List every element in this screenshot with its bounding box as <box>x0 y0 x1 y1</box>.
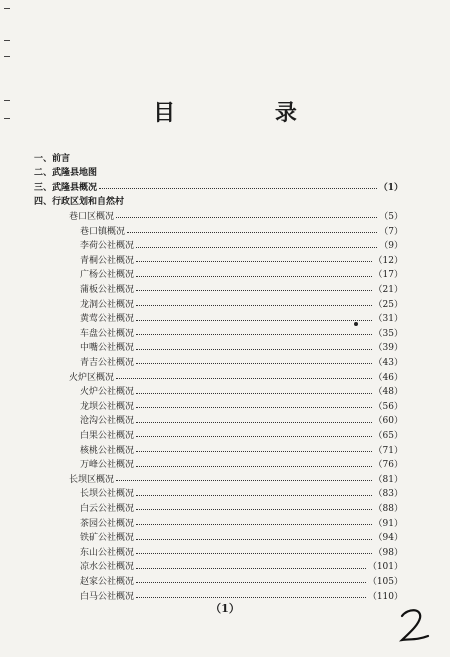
toc-entry-page: （48） <box>373 387 403 398</box>
toc-entry <box>80 500 403 514</box>
toc-entry-label: 四、行政区划和自然村 <box>34 197 125 208</box>
toc-entry-page: （9） <box>379 241 403 252</box>
toc-entry-label: 蒲板公社概况 <box>80 284 135 295</box>
toc-leader-dots <box>136 494 372 496</box>
page-title: 目 录 <box>153 100 343 126</box>
toc-entry-label: 龙洞公社概况 <box>80 299 135 310</box>
toc-entry-page: （35） <box>373 328 403 339</box>
toc-entry-page: （46） <box>373 372 403 383</box>
margin-mark <box>4 8 10 9</box>
toc-entry-page: （1） <box>378 182 403 193</box>
toc-entry <box>69 208 403 222</box>
toc-entry <box>34 194 403 208</box>
toc-entry-label: 巷口区概况 <box>69 211 115 222</box>
toc-entry-page: （91） <box>373 518 403 529</box>
toc-entry-page: （17） <box>373 270 403 281</box>
toc-leader-dots <box>116 377 372 379</box>
toc-entry <box>34 179 403 193</box>
toc-entry <box>34 165 403 179</box>
toc-entry <box>80 340 403 354</box>
toc-entry-page: （83） <box>373 489 403 500</box>
toc-leader-dots <box>136 304 372 306</box>
toc-entry-page: （12） <box>373 255 403 266</box>
toc-entry-label: 火炉公社概况 <box>80 387 135 398</box>
toc-entry <box>80 281 403 295</box>
toc-entry-label: 车盘公社概况 <box>80 328 135 339</box>
toc-entry <box>80 457 403 471</box>
toc-entry <box>80 559 403 573</box>
toc-entry-page: （76） <box>373 460 403 471</box>
toc-entry-label: 万峰公社概况 <box>80 460 135 471</box>
toc-leader-dots <box>136 319 372 321</box>
toc-entry-page: （98） <box>373 547 403 558</box>
toc-entry-label: 沧沟公社概况 <box>80 416 135 427</box>
toc-leader-dots <box>99 187 377 189</box>
toc-entry-label: 核桃公社概况 <box>80 445 135 456</box>
toc-entry-label: 广杨公社概况 <box>80 270 135 281</box>
toc-entry <box>80 530 403 544</box>
toc-entry <box>80 442 403 456</box>
toc-entry-label: 长坝区概况 <box>69 474 115 485</box>
toc-leader-dots <box>136 333 372 335</box>
toc-leader-dots <box>136 538 372 540</box>
toc-leader-dots <box>136 406 372 408</box>
toc-entry-label: 铁矿公社概况 <box>80 533 135 544</box>
toc-leader-dots <box>127 231 377 233</box>
toc-entry-page: （101） <box>367 562 403 573</box>
toc-entry <box>80 223 403 237</box>
toc-entry <box>80 238 403 252</box>
ink-smudge <box>354 322 358 326</box>
toc-leader-dots <box>136 392 372 394</box>
margin-mark <box>4 40 10 41</box>
toc-entry <box>80 267 403 281</box>
toc-leader-dots <box>136 596 366 598</box>
toc-entry-label: 赵家公社概况 <box>80 576 135 587</box>
toc-leader-dots <box>136 362 372 364</box>
toc-leader-dots <box>116 479 372 481</box>
toc-entry-label: 茶园公社概况 <box>80 518 135 529</box>
toc-entry <box>80 544 403 558</box>
toc-entry-page: （21） <box>373 284 403 295</box>
toc-entry-page: （56） <box>373 401 403 412</box>
toc-entry <box>34 150 403 164</box>
toc-entry-label: 青桐公社概况 <box>80 255 135 266</box>
toc-leader-dots <box>136 450 372 452</box>
toc-entry-label: 龙坝公社概况 <box>80 401 135 412</box>
toc-leader-dots <box>136 552 372 554</box>
toc-entry-label: 长坝公社概况 <box>80 489 135 500</box>
toc-entry <box>80 354 403 368</box>
toc-entry-label: 二、武隆县地图 <box>34 168 98 179</box>
toc-entry-label: 巷口镇概况 <box>80 226 126 237</box>
toc-leader-dots <box>136 246 377 248</box>
toc-leader-dots <box>116 216 377 218</box>
toc-leader-dots <box>136 275 372 277</box>
toc-entry-page: （39） <box>373 343 403 354</box>
toc-entry-label: 凉水公社概况 <box>80 562 135 573</box>
toc-leader-dots <box>136 289 372 291</box>
toc-entry-label: 白云公社概况 <box>80 503 135 514</box>
toc-entry-label: 白马公社概况 <box>80 591 135 602</box>
toc-entry-page: （31） <box>373 314 403 325</box>
toc-entry <box>80 427 403 441</box>
toc-entry-page: （105） <box>367 576 403 587</box>
toc-entry-page: （5） <box>379 211 403 222</box>
toc-entry <box>80 325 403 339</box>
toc-leader-dots <box>136 435 372 437</box>
margin-mark <box>4 56 10 57</box>
toc-entry-page: （7） <box>379 226 403 237</box>
toc-entry-page: （71） <box>373 445 403 456</box>
toc-entry <box>80 486 403 500</box>
toc-entry <box>80 296 403 310</box>
toc-entry <box>80 515 403 529</box>
handwritten-annotation <box>396 606 432 646</box>
toc-entry-page: （25） <box>373 299 403 310</box>
toc-entry-label: 李荷公社概况 <box>80 241 135 252</box>
toc-entry <box>80 384 403 398</box>
toc-entry <box>80 252 403 266</box>
page-number: （1） <box>210 602 240 615</box>
toc-leader-dots <box>136 508 372 510</box>
toc-entry <box>69 369 403 383</box>
toc-leader-dots <box>136 260 372 262</box>
toc-entry <box>80 573 403 587</box>
toc-entry-label: 青吉公社概况 <box>80 357 135 368</box>
toc-entry-label: 黄莺公社概况 <box>80 314 135 325</box>
toc-leader-dots <box>136 523 372 525</box>
toc-entry-page: （65） <box>373 430 403 441</box>
toc-leader-dots <box>136 567 366 569</box>
toc-leader-dots <box>136 581 366 583</box>
toc-entry <box>80 398 403 412</box>
toc-entry-label: 中嘴公社概况 <box>80 343 135 354</box>
toc-leader-dots <box>136 421 372 423</box>
toc-leader-dots <box>136 348 372 350</box>
toc-entry-label: 东山公社概况 <box>80 547 135 558</box>
toc-entry <box>69 471 403 485</box>
toc-entry <box>80 413 403 427</box>
toc-entry-page: （43） <box>373 357 403 368</box>
toc-entry-label: 一、前言 <box>34 153 71 164</box>
toc-entry-label: 火炉区概况 <box>69 372 115 383</box>
toc-entry-label: 三、武隆县概况 <box>34 182 98 193</box>
toc-entry-page: （81） <box>373 474 403 485</box>
toc-entry-page: （88） <box>373 503 403 514</box>
toc-entry-page: （60） <box>373 416 403 427</box>
toc-entry-label: 白果公社概况 <box>80 430 135 441</box>
toc-entry-page: （94） <box>373 533 403 544</box>
toc-entry-page: （110） <box>367 591 403 602</box>
toc-leader-dots <box>136 465 372 467</box>
